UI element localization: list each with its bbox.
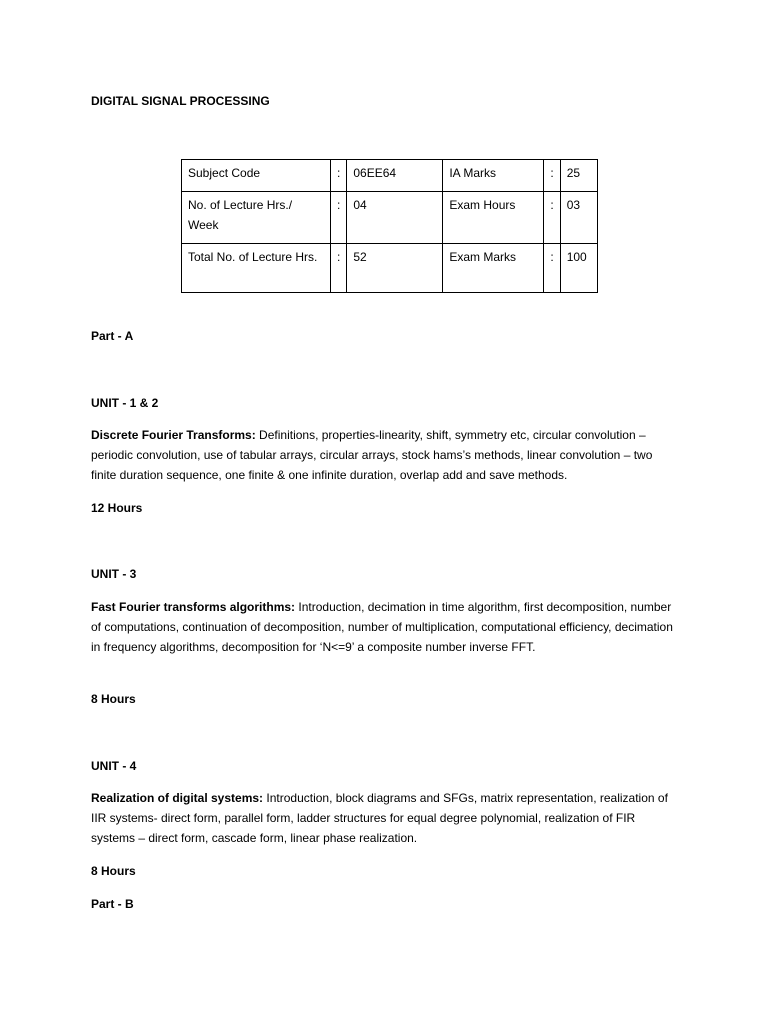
table-cell-label2: Exam Marks — [443, 244, 544, 293]
table-cell-label2: Exam Hours — [443, 192, 544, 244]
unit-description — [91, 425, 681, 485]
table-cell-value: 04 — [347, 192, 443, 244]
unit-description — [91, 788, 681, 848]
table-cell-value2: 100 — [560, 244, 597, 293]
unit-hours: 8 Hours — [91, 692, 136, 706]
table-cell-label: Subject Code — [182, 160, 331, 192]
table-row — [182, 160, 598, 192]
table-cell-colon: : — [331, 192, 347, 244]
document-title: DIGITAL SIGNAL PROCESSING — [91, 94, 270, 108]
table-cell-colon2: : — [544, 244, 560, 293]
table-cell-label: Total No. of Lecture Hrs. — [182, 244, 331, 293]
table-cell-colon2: : — [544, 192, 560, 244]
unit-description — [91, 597, 681, 657]
unit-body: Definitions, properties-linearity, shift, symmetry etc, circular convolution – periodic convolution, use of tabular arrays, circular arrays, stock hams’s methods, linear convolution – two finite duration sequence, one finite & one infinite duration, overlap add and save methods. — [91, 428, 653, 482]
unit-topic: Discrete Fourier Transforms: — [91, 428, 256, 442]
table-cell-colon2: : — [544, 160, 560, 192]
subject-info-table — [181, 159, 598, 293]
table-cell-value2: 03 — [560, 192, 597, 244]
unit-heading: UNIT - 4 — [91, 759, 137, 773]
part-b-heading: Part - B — [91, 897, 134, 911]
table-cell-colon: : — [331, 244, 347, 293]
table-cell-value: 52 — [347, 244, 443, 293]
table-cell-value2: 25 — [560, 160, 597, 192]
table-cell-colon: : — [331, 160, 347, 192]
unit-hours: 8 Hours — [91, 864, 136, 878]
table-row — [182, 244, 598, 293]
unit-hours: 12 Hours — [91, 501, 143, 515]
unit-body: Introduction, decimation in time algorithm, first decomposition, number of computations, continuation of decomposition, number of multiplication, computational efficiency, decimation in frequency algorithms, decomposition for ‘N<=9’ a composite number inverse FFT. — [91, 600, 673, 654]
unit-body: Introduction, block diagrams and SFGs, matrix representation, realization of IIR systems- direct form, parallel form, ladder structures for equal degree polynomial, realization of FIR systems – direct form, cascade form, linear phase realization. — [91, 791, 668, 845]
table-cell-label2: IA Marks — [443, 160, 544, 192]
unit-heading: UNIT - 1 & 2 — [91, 396, 159, 410]
table-cell-value: 06EE64 — [347, 160, 443, 192]
unit-heading: UNIT - 3 — [91, 567, 137, 581]
part-a-heading: Part - A — [91, 329, 134, 343]
table-cell-label: No. of Lecture Hrs./ Week — [182, 192, 331, 244]
unit-topic: Realization of digital systems: — [91, 791, 264, 805]
table-row — [182, 192, 598, 244]
unit-topic: Fast Fourier transforms algorithms: — [91, 600, 296, 614]
